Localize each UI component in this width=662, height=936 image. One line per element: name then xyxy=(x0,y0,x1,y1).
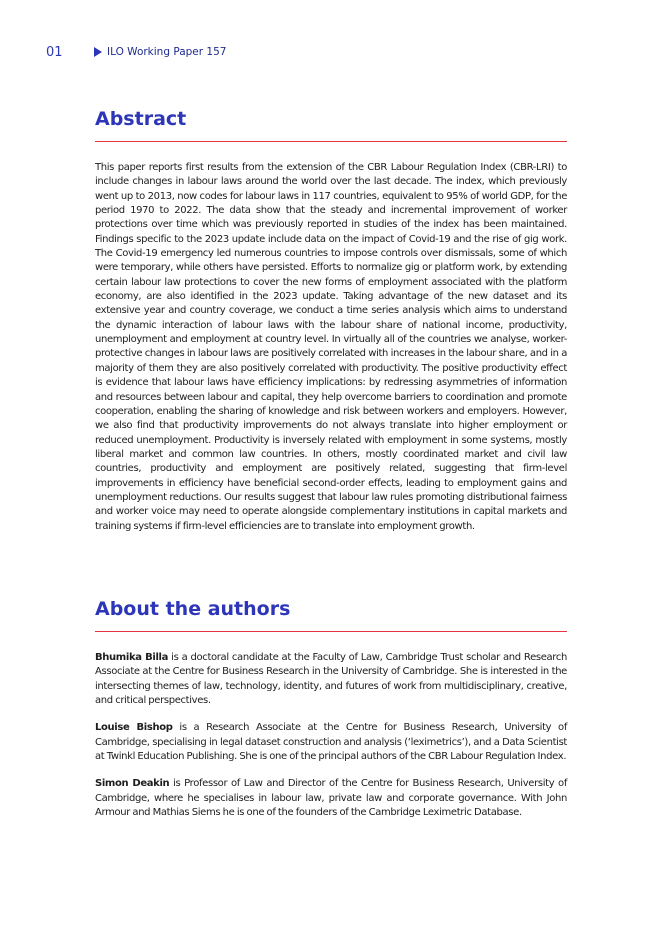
abstract-section xyxy=(95,107,567,534)
author-bio xyxy=(95,651,567,708)
triangle-right-icon xyxy=(94,47,102,57)
authors-divider xyxy=(95,631,567,632)
author-description: is a Research Associate at the Centre for Business Research, University of Cambridge, specialising in legal dataset construction and analysis (‘leximetrics’), and a Data Scientist at Twinkl Education Publishing. She is one of the principal authors of the CBR Labour Regulation Index. xyxy=(95,722,567,763)
author-name: Bhumika Billa xyxy=(95,652,169,663)
abstract-heading: Abstract xyxy=(95,108,187,130)
author-bio xyxy=(95,721,567,764)
author-bio xyxy=(95,777,567,820)
author-description: is Professor of Law and Director of the Centre for Business Research, University of Cambridge, where he specialises in labour law, private law and corporate governance. With John Armour and Mathias Siems he is one of the founders of the Cambridge Leximetric Database. xyxy=(95,778,567,819)
author-name: Simon Deakin xyxy=(95,778,170,790)
series-title: ILO Working Paper 157 xyxy=(107,46,227,58)
abstract-divider xyxy=(95,141,567,142)
page-number: 01 xyxy=(46,44,63,60)
page-header xyxy=(46,44,226,60)
author-description: is a doctoral candidate at the Faculty of Law, Cambridge Trust scholar and Research Associate at the Centre for Business Research in the University of Cambridge. She is interested in the intersecting themes of law, technology, identity, and futures of work from multidisciplinary, creative, and critical perspectives. xyxy=(95,652,567,707)
abstract-text: This paper reports first results from the extension of the CBR Labour Regulation Index (CBR-LRI) to include changes in labour laws around the world over the last decade. The index, which previously went up to 2013, now codes for labour laws in 117 countries, equivalent to 95% of world GDP, for the period 1970 to 2022. The data show that the steady and incremental improvement of worker protections over time which was previously reported in studies of the index has been maintained. Findings specific to the 2023 update include data on the impact of Covid-19 and the rise of gig work. The Covid-19 emergency led numerous countries to impose controls over dismissals, some of which were temporary, while others have persisted. Efforts to normalize gig or platform work, by extending certain labour law protections to cover the new forms of employment associated with the platform economy, are also identified in the 2023 update. Taking advantage of the new dataset and its extensive year and country coverage, we conduct a time series analysis which aims to understand the dynamic interaction of labour laws with the labour share of national income, productivity, unemployment and employment at country level. In virtually all of the countries we analyse, worker-protective changes in labour laws are positively correlated with increases in the labour share, and in a majority of them they are also positively correlated with productivity. The positive productivity effect is evidence that labour laws have efficiency implications: by redressing asymmetries of information and resources between labour and capital, they help overcome barriers to coordination and promote cooperation, enabling the sharing of knowledge and risk between workers and employers. However, we also find that productivity improvements do not always translate into higher employment or reduced unemployment. Productivity is inversely related with employment in some systems, mostly liberal market and common law countries. In others, mostly coordinated market and civil law countries, productivity and employment are positively related, suggesting that firm-level improvements in efficiency have beneficial second-order effects, leading to employment gains and unemployment reductions. Our results suggest that labour law rules promoting distributional fairness and worker voice may need to operate alongside complementary institutions in capital markets and training systems if firm-level efficiencies are to translate into employment growth. xyxy=(95,162,567,532)
author-name: Louise Bishop xyxy=(95,722,173,734)
authors-section xyxy=(95,597,567,820)
authors-heading: About the authors xyxy=(95,598,291,620)
